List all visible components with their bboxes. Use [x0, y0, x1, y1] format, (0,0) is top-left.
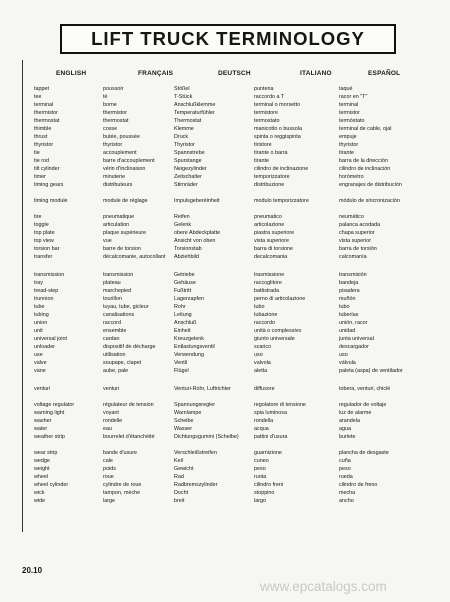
- term-english: toggle: [34, 222, 49, 228]
- term-german: Scheibe: [174, 418, 194, 424]
- term-english: tread-step: [34, 288, 59, 294]
- term-spanish: taqué: [339, 86, 353, 92]
- term-italian: raccordo a T: [254, 94, 285, 100]
- term-english: top plate: [34, 230, 55, 236]
- term-german: Kreuzgelenk: [174, 336, 204, 342]
- term-spanish: uso: [339, 352, 348, 358]
- term-french: ensemble: [103, 328, 127, 334]
- term-italian: guarnizione: [254, 450, 282, 456]
- term-german: Keil: [174, 458, 183, 464]
- term-english: voltage regulator: [34, 402, 75, 408]
- column-header-italian: ITALIANO: [300, 70, 332, 77]
- term-french: poussoir: [103, 86, 124, 92]
- term-italian: piastra superiore: [254, 230, 295, 236]
- term-italian: temporizzatore: [254, 174, 290, 180]
- term-italian: punteria: [254, 86, 274, 92]
- term-spanish: muñón: [339, 296, 356, 302]
- term-german: Druck: [174, 134, 189, 140]
- term-spanish: neumático: [339, 214, 364, 220]
- term-spanish: válvula: [339, 360, 356, 366]
- term-french: dispositif de décharge: [103, 344, 156, 350]
- term-italian: pattini d'usura: [254, 434, 288, 440]
- term-german: Leitung: [174, 312, 192, 318]
- term-spanish: tuberías: [339, 312, 359, 318]
- term-french: accouplement: [103, 150, 137, 156]
- term-german: Fußtritt: [174, 288, 192, 294]
- term-spanish: transmisión: [339, 272, 367, 278]
- term-spanish: calcomanía: [339, 254, 367, 260]
- term-german: Venturi-Rohr, Luftrichter: [174, 386, 231, 392]
- term-german: Docht: [174, 490, 189, 496]
- term-italian: giunto universale: [254, 336, 295, 342]
- term-italian: trasmissione: [254, 272, 285, 278]
- term-english: wear strip: [34, 450, 58, 456]
- term-french: cylindre de roue: [103, 482, 142, 488]
- term-spanish: empuje: [339, 134, 357, 140]
- term-german: Stirnräder: [174, 182, 198, 188]
- term-german: Gehäuse: [174, 280, 196, 286]
- term-german: Warnlampe: [174, 410, 202, 416]
- term-french: té: [103, 94, 108, 100]
- term-english: terminal: [34, 102, 54, 108]
- term-italian: aletta: [254, 368, 268, 374]
- term-english: venturi: [34, 386, 51, 392]
- term-spanish: módulo de sincronización: [339, 198, 400, 204]
- term-spanish: cilindro de inclinación: [339, 166, 391, 172]
- term-french: large: [103, 498, 115, 504]
- term-german: Klemme: [174, 126, 194, 132]
- term-german: Radbremszylinder: [174, 482, 218, 488]
- term-english: thyristor: [34, 142, 54, 148]
- term-english: tube: [34, 304, 45, 310]
- term-english: top view: [34, 238, 54, 244]
- term-spanish: plancha de desgaste: [339, 450, 389, 456]
- term-spanish: termistor: [339, 110, 360, 116]
- term-spanish: unidad: [339, 328, 356, 334]
- term-german: Thermostat: [174, 118, 202, 124]
- term-italian: terminal o morsetto: [254, 102, 301, 108]
- term-spanish: bandeja: [339, 280, 359, 286]
- term-french: cardan: [103, 336, 120, 342]
- term-spanish: barra de la dirección: [339, 158, 388, 164]
- term-italian: raccoglitore: [254, 280, 282, 286]
- term-french: barre de torsion: [103, 246, 141, 252]
- term-spanish: arandela: [339, 418, 360, 424]
- term-french: venturi: [103, 386, 120, 392]
- term-italian: tubazione: [254, 312, 278, 318]
- term-spanish: terminal de cable, ojal: [339, 126, 392, 132]
- term-spanish: agua: [339, 426, 351, 432]
- term-english: valve: [34, 360, 47, 366]
- page-title-text: LIFT TRUCK TERMINOLOGY: [91, 27, 365, 49]
- term-german: Spurstange: [174, 158, 202, 164]
- term-german: Verschleißstreifen: [174, 450, 217, 456]
- term-italian: decalcomania: [254, 254, 288, 260]
- term-english: timing module: [34, 198, 68, 204]
- term-english: torsion bar: [34, 246, 60, 252]
- term-french: décalcomanie, autocollant: [103, 254, 166, 260]
- term-german: Ansicht von oben: [174, 238, 216, 244]
- term-english: thermistor: [34, 110, 58, 116]
- term-french: plaque supérieure: [103, 230, 147, 236]
- term-spanish: tobera, venturi, chiclé: [339, 386, 391, 392]
- term-english: vane: [34, 368, 46, 374]
- term-italian: valvola: [254, 360, 271, 366]
- term-english: weather strip: [34, 434, 65, 440]
- term-english: tie rod: [34, 158, 49, 164]
- term-spanish: descargador: [339, 344, 369, 350]
- term-spanish: thyristor: [339, 142, 359, 148]
- term-italian: vista superiore: [254, 238, 290, 244]
- term-english: tappet: [34, 86, 49, 92]
- term-italian: termistore: [254, 110, 278, 116]
- term-french: thermostat: [103, 118, 129, 124]
- term-french: aube, pale: [103, 368, 129, 374]
- term-spanish: barra de torsión: [339, 246, 377, 252]
- term-english: unloader: [34, 344, 55, 350]
- term-english: unit: [34, 328, 43, 334]
- term-spanish: peso: [339, 466, 351, 472]
- term-english: use: [34, 352, 43, 358]
- term-italian: cilindro freni: [254, 482, 284, 488]
- term-spanish: unión, racor: [339, 320, 368, 326]
- term-italian: raccordo: [254, 320, 275, 326]
- term-italian: tiristore: [254, 142, 272, 148]
- watermark: www.epcatalogs.com: [260, 579, 387, 594]
- term-english: wheel cylinder: [34, 482, 69, 488]
- term-english: trunnion: [34, 296, 54, 302]
- term-english: transmission: [34, 272, 65, 278]
- term-french: vérin d'inclinaison: [103, 166, 146, 172]
- term-spanish: horómetro: [339, 174, 364, 180]
- term-english: timer: [34, 174, 46, 180]
- term-english: thrust: [34, 134, 48, 140]
- term-spanish: cuña: [339, 458, 351, 464]
- term-german: Wasser: [174, 426, 193, 432]
- term-german: Spannstrebe: [174, 150, 205, 156]
- term-spanish: pisadera: [339, 288, 360, 294]
- term-german: Entlastungsventil: [174, 344, 215, 350]
- term-english: wedge: [34, 458, 50, 464]
- column-header-french: FRANÇAIS: [138, 70, 174, 77]
- term-italian: perno di articolazione: [254, 296, 306, 302]
- term-spanish: mecha: [339, 490, 356, 496]
- term-french: soupape, clapet: [103, 360, 142, 366]
- term-english: tie: [34, 150, 40, 156]
- column-header-german: DEUTSCH: [218, 70, 251, 77]
- term-spanish: tirante: [339, 150, 354, 156]
- term-french: distributeurs: [103, 182, 133, 188]
- column-header-english: ENGLISH: [56, 70, 87, 77]
- term-german: Thyristor: [174, 142, 195, 148]
- term-french: barre d'accouplement: [103, 158, 155, 164]
- term-german: Gelenk: [174, 222, 192, 228]
- term-german: Ventil: [174, 360, 188, 366]
- term-spanish: luz de alarme: [339, 410, 372, 416]
- term-english: wick: [34, 490, 45, 496]
- term-french: rondelle: [103, 418, 123, 424]
- term-english: wide: [34, 498, 46, 504]
- term-german: Dichtungsgummi (Schelbe): [174, 434, 239, 440]
- term-english: union: [34, 320, 48, 326]
- term-spanish: vista superior: [339, 238, 372, 244]
- term-french: tourillon: [103, 296, 122, 302]
- term-spanish: chapa superior: [339, 230, 375, 236]
- term-german: obere Abdeckplatte: [174, 230, 221, 236]
- term-french: raccord: [103, 320, 121, 326]
- term-english: thermostat: [34, 118, 60, 124]
- term-french: articulation: [103, 222, 130, 228]
- term-german: Temperaturfühler: [174, 110, 215, 116]
- term-french: bourrelet d'étanchéité: [103, 434, 155, 440]
- term-german: Rad: [174, 474, 184, 480]
- term-german: Zeitschalter: [174, 174, 202, 180]
- term-german: Spannungsregler: [174, 402, 216, 408]
- term-english: tee: [34, 94, 42, 100]
- term-italian: ruota: [254, 474, 267, 480]
- page-number: 20.10: [22, 566, 43, 575]
- term-english: universal joint: [34, 336, 67, 342]
- term-french: butée, poussée: [103, 134, 140, 140]
- term-italian: cuneo: [254, 458, 269, 464]
- term-german: Lagerzapfen: [174, 296, 204, 302]
- term-german: Reifen: [174, 214, 190, 220]
- term-spanish: junta universal: [339, 336, 374, 342]
- term-italian: peso: [254, 466, 266, 472]
- term-french: tuyau, tube, gicleur: [103, 304, 149, 310]
- term-italian: pneumatico: [254, 214, 282, 220]
- term-german: Gewicht: [174, 466, 194, 472]
- term-english: thimble: [34, 126, 52, 132]
- term-italian: tirante: [254, 158, 269, 164]
- term-french: tampon, mèche: [103, 490, 141, 496]
- term-german: Stößel: [174, 86, 190, 92]
- term-french: pneumatique: [103, 214, 135, 220]
- term-french: poids: [103, 466, 116, 472]
- term-italian: battistrada: [254, 288, 280, 294]
- term-spanish: palanca acodada: [339, 222, 381, 228]
- term-english: tubing: [34, 312, 49, 318]
- term-italian: scarico: [254, 344, 272, 350]
- term-german: Impulsgeberéinheit: [174, 198, 220, 204]
- term-italian: articolazione: [254, 222, 285, 228]
- term-french: voyant: [103, 410, 119, 416]
- term-spanish: racor en "T": [339, 94, 368, 100]
- term-italian: uso: [254, 352, 263, 358]
- term-spanish: paleta (aspa) de ventilador: [339, 368, 403, 374]
- term-english: tire: [34, 214, 42, 220]
- term-spanish: regulador de voltaje: [339, 402, 387, 408]
- term-german: Verwendung: [174, 352, 204, 358]
- term-german: Abziehbild: [174, 254, 199, 260]
- term-spanish: terminal: [339, 102, 359, 108]
- term-italian: termostato: [254, 118, 280, 124]
- term-italian: modulo temporizzatore: [254, 198, 309, 204]
- term-english: transfer: [34, 254, 53, 260]
- term-spanish: cilindro de freno: [339, 482, 378, 488]
- term-italian: unità o complessivo: [254, 328, 302, 334]
- term-italian: barra di torsione: [254, 246, 293, 252]
- term-german: Anschluß: [174, 320, 197, 326]
- term-german: Einheit: [174, 328, 191, 334]
- term-italian: spia luminosa: [254, 410, 287, 416]
- term-german: Anschlußklemme: [174, 102, 216, 108]
- term-italian: cilindro de inclinazione: [254, 166, 309, 172]
- term-french: minuterie: [103, 174, 126, 180]
- term-english: weight: [34, 466, 50, 472]
- term-french: bande d'usure: [103, 450, 137, 456]
- term-italian: tirante o barra: [254, 150, 288, 156]
- term-italian: stoppino: [254, 490, 275, 496]
- term-english: water: [34, 426, 48, 432]
- term-french: cosse: [103, 126, 118, 132]
- term-french: utilisation: [103, 352, 126, 358]
- term-english: warning light: [34, 410, 65, 416]
- term-german: Neigezylinder: [174, 166, 207, 172]
- term-spanish: engranajes de distribución: [339, 182, 402, 188]
- term-german: T-Stück: [174, 94, 193, 100]
- term-spanish: tubo: [339, 304, 350, 310]
- term-english: wheel: [34, 474, 49, 480]
- term-french: régulateur de tension: [103, 402, 154, 408]
- column-header-spanish: ESPAÑOL: [368, 70, 401, 77]
- term-german: breit: [174, 498, 185, 504]
- term-italian: diffusore: [254, 386, 275, 392]
- term-english: tilt cylinder: [34, 166, 60, 172]
- term-italian: rondella: [254, 418, 274, 424]
- term-french: cale: [103, 458, 113, 464]
- term-italian: regolatore di tensione: [254, 402, 306, 408]
- term-french: roue: [103, 474, 114, 480]
- term-french: borne: [103, 102, 117, 108]
- term-german: Torsionstab: [174, 246, 202, 252]
- term-german: Flügel: [174, 368, 189, 374]
- term-french: marchepied: [103, 288, 132, 294]
- term-english: tray: [34, 280, 43, 286]
- term-spanish: termóstato: [339, 118, 365, 124]
- term-spanish: burlete: [339, 434, 356, 440]
- term-italian: distribuzione: [254, 182, 285, 188]
- term-spanish: ancho: [339, 498, 354, 504]
- term-french: module de réglage: [103, 198, 148, 204]
- term-french: eau: [103, 426, 112, 432]
- term-french: transmission: [103, 272, 134, 278]
- term-french: vue: [103, 238, 112, 244]
- term-french: thermistor: [103, 110, 127, 116]
- term-french: plateau: [103, 280, 121, 286]
- term-english: washer: [34, 418, 52, 424]
- term-italian: spinta o reggispinta: [254, 134, 301, 140]
- term-spanish: rueda: [339, 474, 353, 480]
- term-english: timing gears: [34, 182, 64, 188]
- term-french: canalisations: [103, 312, 135, 318]
- term-italian: largo: [254, 498, 266, 504]
- term-italian: manicotto o bussola: [254, 126, 302, 132]
- term-german: Rohr: [174, 304, 186, 310]
- term-german: Getriebe: [174, 272, 195, 278]
- term-french: thyristor: [103, 142, 123, 148]
- term-italian: tubo: [254, 304, 265, 310]
- term-italian: acqua: [254, 426, 269, 432]
